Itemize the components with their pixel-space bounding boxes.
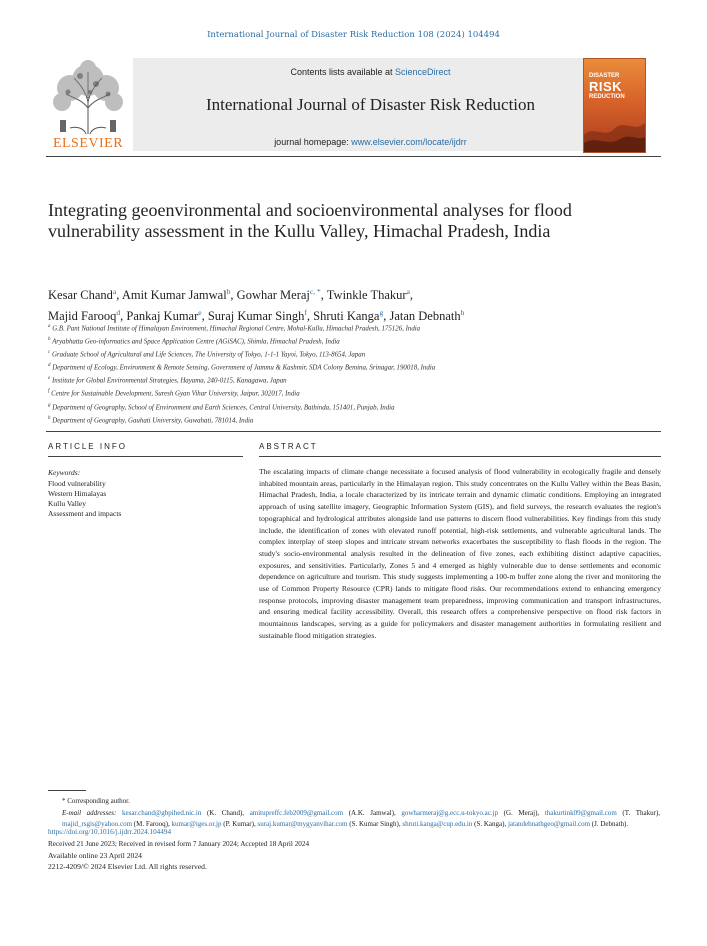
received-dates: Received 21 June 2023; Received in revised form 7 January 2024; Accepted 18 April 2024	[48, 840, 310, 848]
email-owner: (G. Meraj),	[498, 809, 540, 817]
journal-cover-thumbnail[interactable]	[583, 58, 646, 153]
contents-prefix: Contents lists available at	[290, 67, 396, 77]
affiliation-line: $^h$ Department of Geography, Gauhati University, Guwahati, 781014, India	[48, 415, 254, 424]
email-owner: (A.K. Jamwal),	[343, 809, 396, 817]
email-addresses	[62, 808, 660, 829]
affiliation-line: $^d$ Department of Ecology, Environment & Remote Sensing, Government of Jammu & Kashmir, SDA Colony Bemina, Srinagar, 190018, India	[48, 363, 436, 372]
affiliation-line: $^g$ Department of Geography, School of Environment and Earth Sciences, Central University, Bathinda, 151401, Punjab, India	[48, 402, 395, 411]
author-name[interactable]: Kesar Chand	[48, 288, 113, 303]
affiliation-line: $^f$ Centre for Sustainable Development, Suresh Gyan Vihar University, Jaipur, 302017, India	[48, 389, 300, 398]
article-title: Integrating geoenvironmental and socioenvironmental analyses for flood vulnerability assessment in the Kullu Valley, Himachal Pradesh, India	[48, 200, 572, 241]
affiliation-rule	[46, 431, 661, 432]
affiliations	[48, 322, 658, 427]
contents-line	[133, 67, 608, 77]
author-affiliation-marker[interactable]: d	[116, 308, 121, 318]
email-link[interactable]: kumar@iges.or.jp	[171, 819, 222, 828]
elsevier-logo[interactable]	[46, 58, 131, 151]
affiliation-marker: a	[48, 324, 51, 329]
cover-art-icon	[584, 105, 645, 152]
article-info-heading: ARTICLE INFO	[48, 442, 127, 451]
email-link[interactable]: shruti.kanga@cup.edu.in	[402, 819, 473, 828]
cover-line-3: REDUCTION	[589, 94, 625, 100]
affiliation-marker: c	[48, 350, 51, 356]
header-rule	[46, 156, 661, 157]
affiliation-marker: g	[48, 402, 51, 408]
affiliation-line: $^b$ Aryabhatta Geo-informatics and Space Application Centre (AGiSAC), Shimla, Himachal Pradesh, India	[48, 337, 340, 346]
affiliation-marker: h	[48, 415, 51, 421]
email-link[interactable]: suraj.kumar@mygyanvihar.com	[257, 819, 348, 828]
affiliation-marker: b	[48, 337, 51, 343]
author-name[interactable]: Majid Farooq	[48, 309, 117, 324]
keyword: Assessment and impacts	[48, 509, 122, 518]
author-name[interactable]: Suraj Kumar Singh	[207, 309, 305, 324]
abstract-text: The escalating impacts of climate change necessitate a focused analysis of flood vulnerability in ecologically fragile and densely inhabited mountain areas, particularly in the Himalayan region. This study concentrates on the Kullu Valley within the Beas Basin, Himachal Pradesh, India, a locale characterized by its intricate terrain and dynamic climatic conditions. Employing an integrated approach of using satellite imagery, Geographic Information System (GIS), and field surveys, the research evaluates the region's topographical and hydrological attributes alongside land use patterns to discern flood vulnerabilities. Key findings from this study include, the identification of zones with elevated runoff potential, high-risk settlements, and vulnerable agricultural lands. The complex interplay of steep slopes and intricate stream networks exacerbates the susceptibility to flash floods in the region. The study's socio-environmental analysis resulted in the delineation of five zones, each exhibiting distinct adaptive capacities, exposures, and sensitivities. Particularly, Zones 5 and 4 emerged as highly vulnerable due to dense settlements and economic dependence on agriculture and tourism. This study suggests implementing a 100-m buffer zone along the river and monitoring the use of Common Property Resource (CPR) lands to mitigate flood risks. Our recommendations extend to enhancing emergency response protocols, improving disaster management team preparedness, improving communication and transport infrastructures, and ensuring medical facility accessibility. Overall, this research offers a comprehensive perspective on flood risk factors in mountainous landscapes, serving as a guide for policymakers and disaster management authorities in formulating resilient and sustainable flood mitigation strategies.	[259, 467, 661, 640]
journal-homepage	[133, 137, 608, 147]
author-affiliation-marker[interactable]: e	[198, 308, 202, 318]
keywords-list	[48, 479, 121, 519]
email-link[interactable]: jatandebnathgeo@gmail.com	[507, 819, 591, 828]
abstract-heading: ABSTRACT	[259, 442, 318, 451]
email-link[interactable]: gowharmeraj@g.ecc.u-tokyo.ac.jp	[401, 809, 499, 817]
corresponding-author-note: * Corresponding author.	[62, 797, 130, 805]
copyright: 2212-4209/© 2024 Elsevier Ltd. All rights reserved.	[48, 862, 207, 871]
author-affiliation-marker[interactable]: h	[460, 308, 465, 318]
author-list: Kesar Chand$^a$, Amit Kumar Jamwal$^b$, Gowhar Meraj$^{c, *}$, Twinkle Thakur$^a$, Majid Farooq$^d$, Pankaj Kumar$^e$, Suraj Kumar Singh$^f$, Shruti Kanga$^g$, Jatan Debnath$^h$	[48, 287, 465, 324]
email-owner: (T. Thakur),	[616, 809, 661, 817]
elsevier-wordmark: ELSEVIER	[52, 136, 124, 151]
journal-title: International Journal of Disaster Risk Reduction	[205, 95, 536, 114]
homepage-prefix: journal homepage:	[274, 137, 352, 147]
email-link[interactable]: majid_rsgis@yahoo.com	[62, 819, 133, 828]
author-name[interactable]: Shruti Kanga	[313, 309, 380, 324]
author-affiliation-marker[interactable]: a	[112, 287, 117, 296]
email-owner: (J. Debnath).	[590, 819, 629, 828]
keywords-label: Keywords:	[48, 468, 81, 477]
email-owner: (P. Kumar),	[221, 819, 256, 828]
affiliation-marker: f	[48, 389, 50, 395]
affiliation-marker: d	[48, 363, 51, 369]
author-name[interactable]: Gowhar Meraj	[236, 288, 310, 303]
author-affiliation-marker[interactable]: b	[226, 287, 231, 296]
email-owner: (S. Kanga),	[472, 819, 507, 828]
author-affiliation-marker[interactable]: f	[304, 308, 307, 318]
journal-citation: International Journal of Disaster Risk Reduction 108 (2024) 104494	[207, 30, 500, 40]
author-affiliation-marker[interactable]: a	[406, 287, 410, 296]
email-link[interactable]: kesar.chand@gbpihed.nic.in	[121, 809, 202, 817]
journal-banner	[133, 58, 608, 151]
author-name[interactable]: Jatan Debnath	[389, 309, 461, 324]
email-owner: (M. Farooq),	[132, 819, 170, 828]
available-online: Available online 23 April 2024	[48, 851, 142, 860]
email-link[interactable]: thakurtink09@gmail.com	[544, 809, 617, 817]
email-owner: (S. Kumar Singh),	[347, 819, 401, 828]
homepage-link[interactable]: www.elsevier.com/locate/ijdrr	[351, 137, 467, 147]
article-info-rule	[48, 456, 243, 457]
journal-header	[46, 58, 564, 153]
footnote-rule	[48, 790, 86, 791]
author-name[interactable]: Pankaj Kumar	[126, 309, 199, 324]
author-name[interactable]: Twinkle Thakur	[326, 288, 407, 303]
elsevier-tree-icon	[46, 58, 131, 136]
cover-line-1: DISASTER	[589, 73, 620, 79]
email-owner: (K. Chand),	[201, 809, 245, 817]
author-affiliation-marker[interactable]: c, *	[309, 287, 321, 296]
abstract-rule	[259, 456, 661, 457]
affiliation-line: $^c$ Graduate School of Agricultural and Life Sciences, The University of Tokyo, 1-1-1 Yayoi, Tokyo, 113-8654, Japan	[48, 350, 366, 359]
affiliation-marker: e	[48, 376, 51, 382]
cover-line-2: RISK	[589, 79, 623, 94]
sciencedirect-link[interactable]: ScienceDirect	[395, 67, 451, 77]
keyword: Flood vulnerability	[48, 479, 106, 488]
keyword: Kullu Valley	[48, 499, 86, 508]
author-name[interactable]: Amit Kumar Jamwal	[121, 288, 227, 303]
email-link[interactable]: amitupreffc.feb2009@gmail.com	[249, 809, 344, 817]
doi-link[interactable]: https://doi.org/10.1016/j.ijdrr.2024.104494	[48, 828, 172, 836]
email-label: E-mail addresses:	[62, 809, 117, 817]
affiliation-line: $^e$ Institute for Global Environmental Strategies, Hayama, 240-0115, Kanagawa, Japan	[48, 376, 287, 385]
author-affiliation-marker[interactable]: g	[379, 308, 384, 318]
affiliation-line: $^a$ G.B. Pant National Institute of Himalayan Environment, Himachal Regional Centre, Mohal-Kullu, Himachal Pradesh, 175126, India	[48, 324, 421, 333]
keyword: Western Himalayas	[48, 489, 107, 498]
